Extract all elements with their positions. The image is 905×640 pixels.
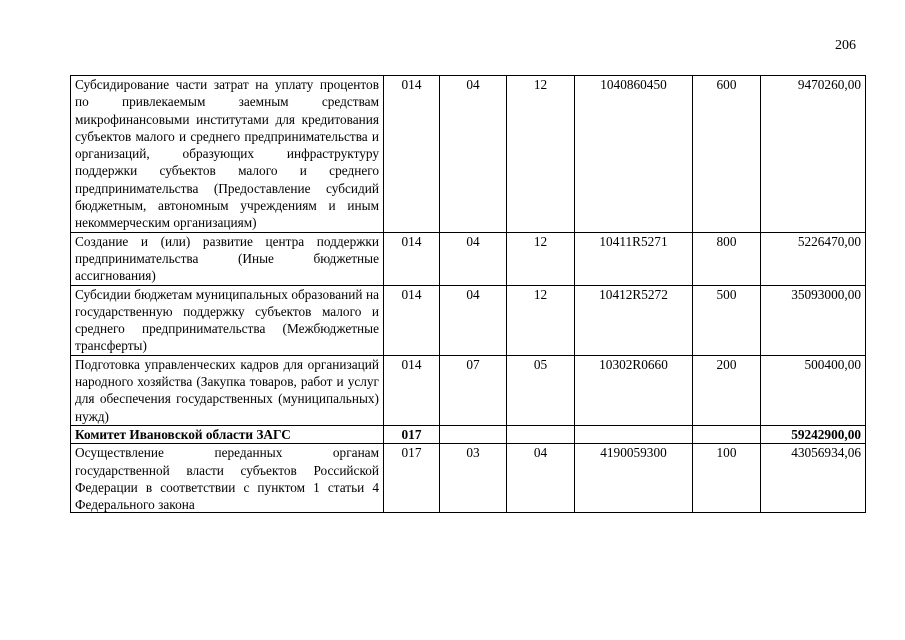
row-sum: 43056934,06 <box>761 444 866 513</box>
row-vr <box>693 425 761 443</box>
row-rz: 04 <box>440 76 507 233</box>
row-csr <box>575 425 693 443</box>
row-sum: 35093000,00 <box>761 285 866 355</box>
table-row-section <box>71 425 866 443</box>
row-gr: 014 <box>384 76 440 233</box>
row-csr: 4190059300 <box>575 444 693 513</box>
row-rz: 03 <box>440 444 507 513</box>
page-number: 206 <box>835 38 856 53</box>
row-sum: 9470260,00 <box>761 76 866 233</box>
row-pr: 04 <box>507 444 575 513</box>
table-row <box>71 285 866 355</box>
row-sum: 59242900,00 <box>761 425 866 443</box>
row-rz <box>440 425 507 443</box>
row-pr: 12 <box>507 232 575 285</box>
row-vr: 800 <box>693 232 761 285</box>
row-rz: 04 <box>440 285 507 355</box>
row-name: Комитет Ивановской области ЗАГС <box>71 425 384 443</box>
row-pr: 12 <box>507 76 575 233</box>
row-sum: 500400,00 <box>761 355 866 425</box>
row-name: Создание и (или) развитие центра поддержки предпринимательства (Иные бюджетные ассигнования) <box>71 232 384 285</box>
table-row <box>71 444 866 513</box>
row-gr: 014 <box>384 355 440 425</box>
row-name <box>71 444 384 513</box>
row-rz: 07 <box>440 355 507 425</box>
row-vr: 600 <box>693 76 761 233</box>
row-vr: 500 <box>693 285 761 355</box>
row-csr: 10302R0660 <box>575 355 693 425</box>
table-row <box>71 232 866 285</box>
row-gr: 014 <box>384 232 440 285</box>
row-pr: 12 <box>507 285 575 355</box>
row-name: Подготовка управленческих кадров для организаций народного хозяйства (Закупка товаров, работ и услуг для обеспечения государственных (муниципальных) нужд) <box>71 355 384 425</box>
row-name: Субсидирование части затрат на уплату процентов по привлекаемым заемным средствам микрофинансовыми институтами для кредитования субъектов малого и среднего предпринимательства и организаций, образующих инфраструктуру поддержки субъектов малого и среднего предпринимательства (Предоставление субсидий бюджетным, автономным учреждениям и иным некоммерческим организациям) <box>71 76 384 233</box>
row-csr: 10411R5271 <box>575 232 693 285</box>
row-vr: 100 <box>693 444 761 513</box>
row-pr <box>507 425 575 443</box>
row-name: Субсидии бюджетам муниципальных образований на государственную поддержку субъектов малого и среднего предпринимательства (Межбюджетные трансферты) <box>71 285 384 355</box>
table-row <box>71 76 866 233</box>
budget-table <box>70 75 866 513</box>
row-sum: 5226470,00 <box>761 232 866 285</box>
table-row <box>71 355 866 425</box>
row-vr: 200 <box>693 355 761 425</box>
row-csr: 10412R5272 <box>575 285 693 355</box>
row-gr: 014 <box>384 285 440 355</box>
row-gr: 017 <box>384 444 440 513</box>
row-csr: 1040860450 <box>575 76 693 233</box>
row-name-text: Осуществление переданных органам государственной власти субъектов Российской Федерации в соответствии с пунктом 1 статьи 4 Федерального закона <box>75 445 379 513</box>
row-pr: 05 <box>507 355 575 425</box>
row-gr: 017 <box>384 425 440 443</box>
row-rz: 04 <box>440 232 507 285</box>
